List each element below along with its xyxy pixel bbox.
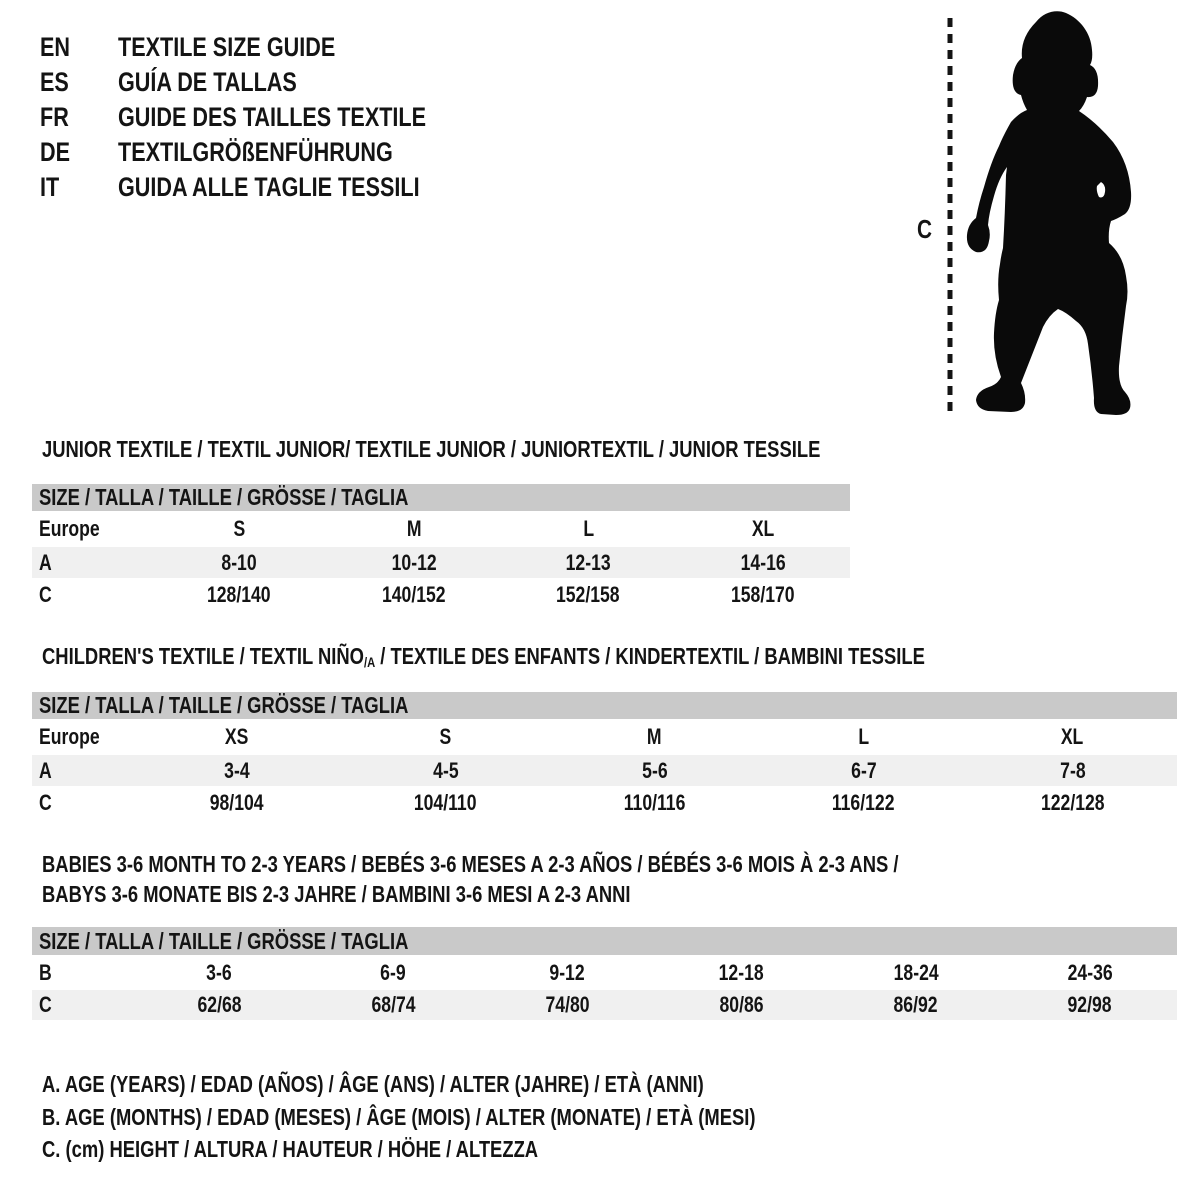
size-header-label: SIZE / TALLA / TAILLE / GRÖSSE / TAGLIA xyxy=(39,927,409,954)
size-value: XL xyxy=(1061,724,1084,749)
height-value: 68/74 xyxy=(371,992,416,1017)
height-value: 152/158 xyxy=(556,581,621,607)
children-textile-title xyxy=(42,641,1146,674)
row-label: B xyxy=(39,959,52,985)
language-row-de xyxy=(40,135,503,170)
junior-size-table xyxy=(32,484,850,611)
age-value: 7-8 xyxy=(1059,757,1086,783)
junior-textile-title xyxy=(42,434,1015,464)
children-size-table xyxy=(32,692,1177,819)
table-row-region xyxy=(32,511,850,547)
size-value: S xyxy=(233,516,246,541)
language-row-es xyxy=(40,65,503,100)
toddler-silhouette-icon xyxy=(967,11,1131,415)
age-value: 6-7 xyxy=(850,757,877,783)
legend-height-cm: C. (cm) HEIGHT / ALTURA / HAUTEUR / HÖHE / ALTEZZA xyxy=(42,1136,539,1162)
size-value: M xyxy=(647,724,662,749)
size-header-bar xyxy=(32,484,850,511)
height-value: 86/92 xyxy=(893,992,938,1017)
size-header-bar xyxy=(32,927,1177,955)
babies-title xyxy=(42,849,1113,909)
children-title-post: / TEXTILE DES ENFANTS / KINDERTEXTIL / BAMBINI TESSILE xyxy=(375,643,925,669)
language-list xyxy=(40,30,503,205)
height-value: 158/170 xyxy=(730,581,795,607)
height-value: 140/152 xyxy=(381,581,446,607)
row-label: C xyxy=(39,992,52,1017)
height-value: 62/68 xyxy=(197,992,242,1017)
height-value: 74/80 xyxy=(545,992,590,1017)
months-value: 12-18 xyxy=(719,959,765,985)
size-header-label: SIZE / TALLA / TAILLE / GRÖSSE / TAGLIA xyxy=(39,484,409,510)
age-value: 5-6 xyxy=(641,757,668,783)
table-row-height xyxy=(32,578,850,611)
height-value: 116/122 xyxy=(832,789,895,815)
language-title: TEXTILGRÖßENFÜHRUNG xyxy=(118,137,393,167)
age-value: 3-4 xyxy=(223,757,250,783)
height-value: 92/98 xyxy=(1067,992,1112,1017)
table-row-height xyxy=(32,990,1177,1020)
table-row-age xyxy=(32,547,850,578)
size-header-label: SIZE / TALLA / TAILLE / GRÖSSE / TAGLIA xyxy=(39,692,409,718)
language-code: ES xyxy=(40,67,69,97)
row-label: C xyxy=(39,581,52,607)
language-title: GUIDA ALLE TAGLIE TESSILI xyxy=(118,172,420,202)
age-value: 10-12 xyxy=(391,549,437,575)
table-row-age xyxy=(32,755,1177,786)
size-value: L xyxy=(858,724,869,749)
months-value: 6-9 xyxy=(380,959,406,985)
table-row-months xyxy=(32,955,1177,990)
baby-silhouette-figure xyxy=(880,0,1200,430)
height-value: 122/128 xyxy=(1040,789,1105,815)
babies-size-table xyxy=(32,927,1177,1020)
age-value: 12-13 xyxy=(565,549,611,575)
region-label: Europe xyxy=(39,516,100,541)
size-header-bar xyxy=(32,692,1177,719)
junior-textile-title-text: JUNIOR TEXTILE / TEXTIL JUNIOR/ TEXTILE JUNIOR / JUNIORTEXTIL / JUNIOR TESSILE xyxy=(42,436,821,462)
age-value: 14-16 xyxy=(740,549,786,575)
height-value: 110/116 xyxy=(623,789,686,815)
language-row-en xyxy=(40,30,503,65)
language-title: GUIDE DES TAILLES TEXTILE xyxy=(118,102,427,132)
language-row-fr xyxy=(40,100,503,135)
babies-title-line2: BABYS 3-6 MONATE BIS 2-3 JAHRE / BAMBINI 3-6 MESI A 2-3 ANNI xyxy=(42,881,631,907)
height-measure-letter: C xyxy=(917,214,933,244)
table-row-region xyxy=(32,719,1177,755)
language-title: TEXTILE SIZE GUIDE xyxy=(118,32,336,62)
size-value: S xyxy=(439,724,452,749)
age-value: 4-5 xyxy=(432,757,459,783)
region-label: Europe xyxy=(39,724,100,749)
language-code: IT xyxy=(40,172,60,202)
months-value: 24-36 xyxy=(1067,959,1113,985)
language-row-it xyxy=(40,170,503,205)
legend xyxy=(42,1068,934,1166)
babies-title-line1: BABIES 3-6 MONTH TO 2-3 YEARS / BEBÉS 3-6 MESES A 2-3 AÑOS / BÉBÉS 3-6 MOIS À 2-3 ANS / xyxy=(42,851,899,877)
language-title: GUÍA DE TALLAS xyxy=(118,67,297,97)
height-value: 98/104 xyxy=(209,789,264,815)
language-code: DE xyxy=(40,137,71,167)
row-label: C xyxy=(39,789,52,815)
children-textile-title-text xyxy=(42,641,925,674)
language-code: FR xyxy=(40,102,69,132)
height-value: 128/140 xyxy=(207,581,272,607)
months-value: 3-6 xyxy=(206,959,232,985)
legend-age-years: A. AGE (YEARS) / EDAD (AÑOS) / ÂGE (ANS) / ALTER (JAHRE) / ETÀ (ANNI) xyxy=(42,1071,704,1097)
age-value: 8-10 xyxy=(221,549,257,575)
table-row-height xyxy=(32,786,1177,819)
row-label: A xyxy=(39,549,52,575)
months-value: 18-24 xyxy=(893,959,939,985)
height-value: 104/110 xyxy=(414,789,477,815)
legend-age-months: B. AGE (MONTHS) / EDAD (MESES) / ÂGE (MOIS) / ALTER (MONATE) / ETÀ (MESI) xyxy=(42,1103,756,1130)
size-value: M xyxy=(406,516,422,541)
size-value: XS xyxy=(224,724,249,749)
size-value: XL xyxy=(751,516,774,541)
months-value: 9-12 xyxy=(549,959,586,985)
row-label: A xyxy=(39,757,52,783)
size-value: L xyxy=(582,516,594,541)
height-value: 80/86 xyxy=(719,992,764,1017)
children-title-sub: /A xyxy=(363,654,376,670)
children-title-pre: CHILDREN'S TEXTILE / TEXTIL NIÑO xyxy=(42,643,364,669)
language-code: EN xyxy=(40,32,71,62)
